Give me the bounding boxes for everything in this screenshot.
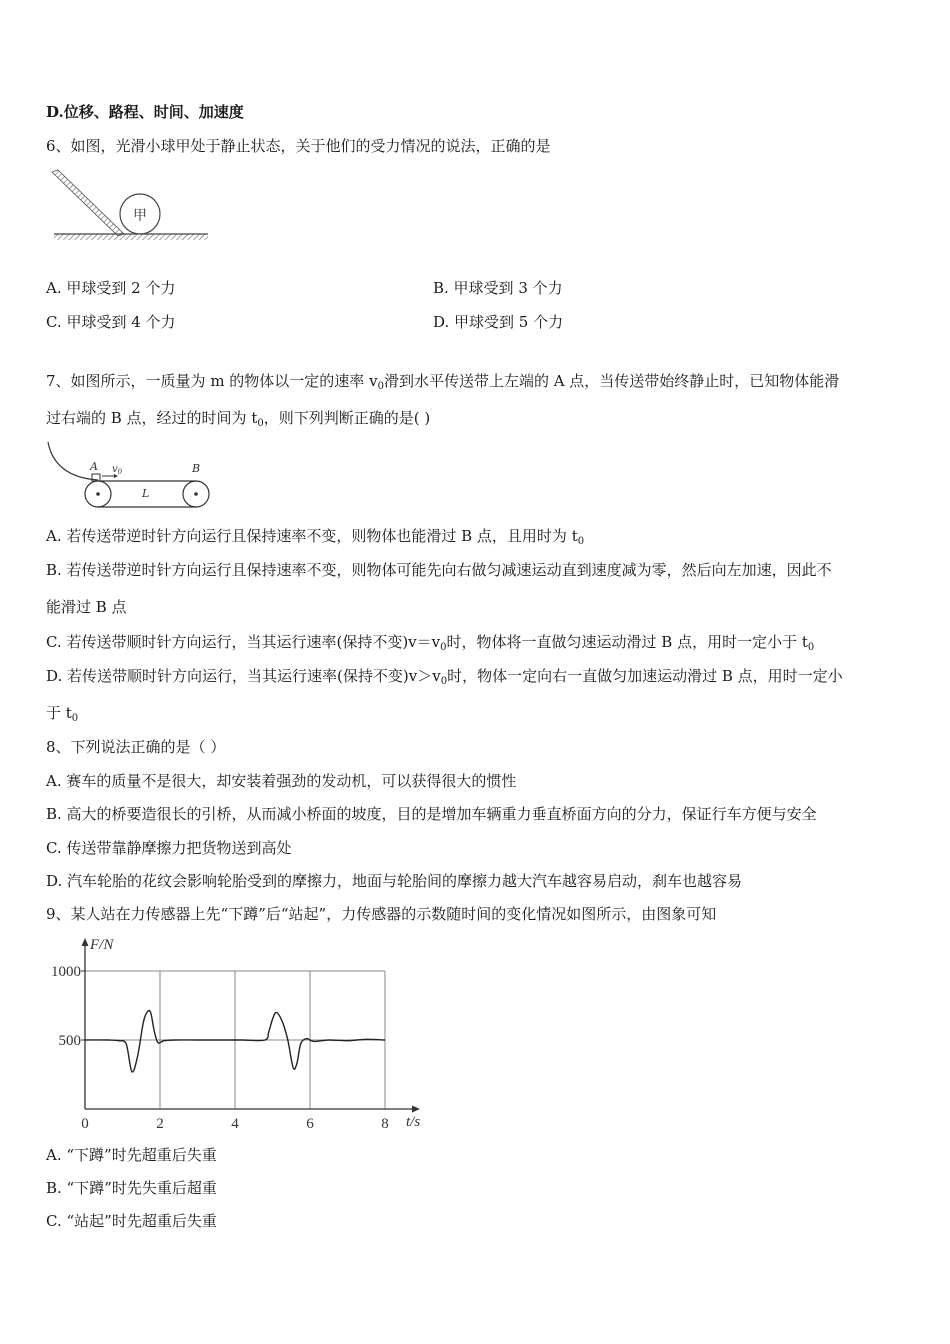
q8-option-d: D. 汽车轮胎的花纹会影响轮胎受到的摩擦力，地面与轮胎间的摩擦力越大汽车越容易启动，刹车也越容易	[46, 872, 743, 890]
x-tick-label-6: 6	[306, 1116, 314, 1132]
y-tick-label-500: 500	[58, 1033, 81, 1049]
x-axis-label: t/s	[406, 1114, 421, 1130]
q9-chart	[40, 932, 430, 1136]
x-axis-arrow	[412, 1106, 420, 1113]
label-b: B	[192, 462, 201, 475]
y-axis-label: F/N	[90, 937, 114, 953]
q7-stem-line-1: 7、如图所示，一质量为 m 的物体以一定的速率 $v_0$滑到水平传送带上左端的 A 点，当传送带始终静止时，已知物体能滑	[46, 372, 840, 392]
q9-option-c: C. “站起”时先超重后失重	[46, 1212, 217, 1230]
q6-option-b: B. 甲球受到 3 个力	[433, 279, 563, 297]
x-tick-label-2: 2	[156, 1116, 164, 1132]
ball-label: 甲	[133, 208, 147, 224]
incline-wall	[52, 170, 124, 236]
q9-option-a: A. “下蹲”时先超重后失重	[46, 1146, 217, 1164]
label-l: L	[142, 487, 150, 500]
q5-option-d: D.位移、路程、时间、加速度	[46, 103, 244, 121]
q6-option-c: C. 甲球受到 4 个力	[46, 313, 176, 331]
q7-figure	[44, 440, 214, 512]
q8-option-a: A. 赛车的质量不是很大，却安装着强劲的发动机，可以获得很大的惯性	[46, 772, 517, 790]
q8-option-c: C. 传送带靠静摩擦力把货物送到高处	[46, 839, 292, 857]
q9-stem: 9、某人站在力传感器上先“下蹲”后“站起”，力传感器的示数随时间的变化情况如图所示，由图象可知	[46, 905, 717, 923]
q8-option-b: B. 高大的桥要造很长的引桥，从而减小桥面的坡度，目的是增加车辆重力垂直桥面方向的分力，保证行车方便与安全	[46, 805, 817, 823]
q7-option-b-line-2: 能滑过 B 点	[46, 598, 127, 616]
label-a: A	[90, 460, 98, 473]
y-tick-label-1000: 1000	[51, 964, 81, 980]
x-tick-label-8: 8	[381, 1116, 389, 1132]
q7-option-c: C. 若传送带顺时针方向运行，当其运行速率(保持不变)$v=v_0$时，物体将一直做匀速运动滑过 B 点，用时一定小于 $t_0$	[46, 633, 815, 653]
q7-option-d-line-1: D. 若传送带顺时针方向运行，当其运行速率(保持不变)$v>v_0$时，物体一定向右一直做匀加速运动滑过 B 点，用时一定小	[46, 667, 843, 687]
q6-option-a: A. 甲球受到 2 个力	[46, 279, 176, 297]
q8-stem: 8、下列说法正确的是（ ）	[46, 738, 226, 756]
q6-stem: 6、如图，光滑小球甲处于静止状态，关于他们的受力情况的说法，正确的是	[46, 137, 551, 155]
q6-option-d: D. 甲球受到 5 个力	[433, 313, 564, 331]
x-tick-label-0: 0	[81, 1116, 89, 1132]
q7-stem-line-2: 过右端的 B 点，经过的时间为 $t_0$，则下列判断正确的是( )	[46, 409, 431, 429]
x-tick-label-4: 4	[231, 1116, 239, 1132]
q6-figure	[50, 168, 210, 248]
q7-option-d-line-2: 于 $t_0$	[46, 704, 79, 724]
y-axis-arrow	[82, 938, 89, 946]
q7-option-b-line-1: B. 若传送带逆时针方向运行且保持速率不变，则物体可能先向右做匀减速运动直到速度减为零，然后向左加速，因此不	[46, 561, 832, 579]
q7-option-a: A. 若传送带逆时针方向运行且保持速率不变，则物体也能滑过 B 点，且用时为 $t_0$	[46, 527, 585, 547]
label-v: $v_0$	[112, 464, 123, 476]
q9-option-b: B. “下蹲”时先失重后超重	[46, 1179, 217, 1197]
ground-hatch	[54, 234, 208, 240]
